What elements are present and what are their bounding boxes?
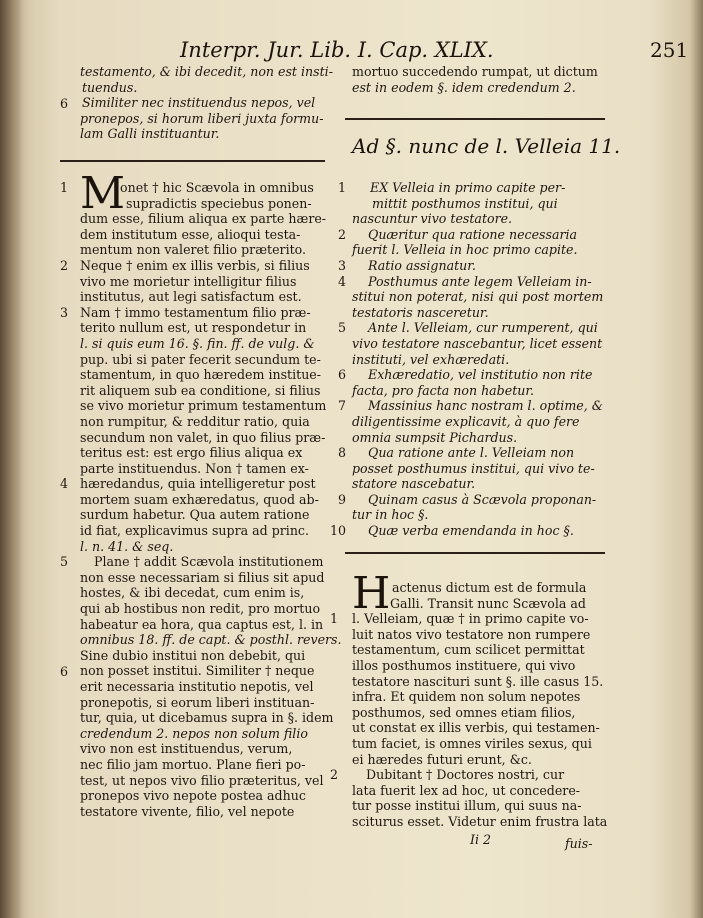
summary-line: Qua ratione ante l. Velleiam non <box>368 445 575 461</box>
margin-number: 1 <box>60 180 69 195</box>
summary-line: Quinam casus à Scævola proponan- <box>368 491 597 507</box>
text-line: surdum habetur. Qua autem ratione <box>80 507 310 523</box>
text-line: pup. ubi si pater fecerit secundum te- <box>80 351 321 367</box>
text-line: dum esse, filium aliqua ex parte hære- <box>80 211 327 227</box>
text-line: sciturus esset. Videtur enim frustra lata <box>352 813 608 829</box>
summary-number: 10 <box>330 523 347 539</box>
divider <box>60 160 325 162</box>
text-line: credendum 2. nepos non solum filio <box>80 725 308 741</box>
summary-line: nascuntur vivo testatore. <box>352 211 513 227</box>
summary-number: 5 <box>338 320 347 336</box>
summary-line: Posthumus ante legem Velleiam in- <box>368 273 592 289</box>
text-line: est in eodem §. idem credendum 2. <box>352 79 576 95</box>
text-line: hæredandus, quia intelligeretur post <box>80 476 316 492</box>
text-line: tuendus. <box>82 79 138 95</box>
text-line: actenus dictum est de formula <box>392 580 587 595</box>
text-line: Galli. Transit nunc Scævola ad <box>390 595 586 611</box>
summary-number: 2 <box>338 226 347 242</box>
text-line: lata fuerit lex ad hoc, ut concedere- <box>352 782 581 798</box>
text-line: non posset institui. Similiter † neque <box>80 663 315 679</box>
text-line: se vivo morietur primum testamentum <box>80 398 327 414</box>
text-line: l. n. 41. & seq. <box>80 538 174 554</box>
text-line: dem institutum esse, alioqui testa- <box>80 226 301 242</box>
text-line: pronepos, si horum liberi juxta formu- <box>80 110 324 126</box>
divider <box>345 552 605 554</box>
text-line: Neque † enim ex illis verbis, si filius <box>80 257 310 273</box>
text-line: Plane † addit Scævola institutionem <box>94 554 324 570</box>
text-line: erit necessaria institutio nepotis, vel <box>80 679 314 694</box>
text-line: id fiat, explicavimus supra ad princ. <box>80 523 309 539</box>
right-main-text <box>352 580 607 830</box>
text-line: terito nullum est, ut respondetur in <box>80 320 307 336</box>
text-line: nec filio jam mortuo. Plane fieri po- <box>80 756 306 772</box>
text-line: omnibus 18. ff. de capt. & posthl. revers. <box>80 632 342 648</box>
summary-line: vivo testatore nascebantur, licet essent <box>352 335 603 351</box>
page-gutter-shadow <box>0 0 22 918</box>
text-line: parte instituendus. Non † tamen ex- <box>80 460 309 476</box>
summary-number: 3 <box>338 258 347 273</box>
margin-number: 6 <box>60 663 69 679</box>
summary-line: statore nascebatur. <box>352 476 476 492</box>
margin-number: 1 <box>330 611 339 627</box>
text-line: testamento, & ibi decedit, non est insti- <box>80 64 333 79</box>
summary-line: testatoris nasceretur. <box>352 304 489 320</box>
text-line: onet † hic Scævola in omnibus <box>120 180 314 195</box>
drop-cap: M <box>80 168 126 219</box>
text-line: Sine dubio institui non debebit, qui <box>80 647 306 663</box>
text-line: ei hæredes futuri erunt, &c. <box>352 751 532 767</box>
margin-number: 3 <box>60 304 69 320</box>
text-line: non esse necessariam si filius sit apud <box>80 569 325 585</box>
summary-line: tur in hoc §. <box>352 507 429 523</box>
text-line: ut constat ex illis verbis, qui testamen- <box>352 720 600 736</box>
summary-line: Massinius hanc nostram l. optime, & <box>368 398 603 414</box>
text-line: tur, quia, ut dicebamus supra in §. idem <box>80 710 334 726</box>
text-line: test, ut nepos vivo filio præteritus, vel <box>80 772 324 788</box>
text-line: vivo me morietur intelligitur filius <box>80 273 297 289</box>
summary-line: Ratio assignatur. <box>368 257 476 273</box>
text-line: tum faciet, is omnes viriles sexus, qui <box>352 735 592 751</box>
summary-line: mittit posthumos institui, qui <box>372 195 558 211</box>
page-number: 251 <box>650 38 689 62</box>
text-line: l. Velleiam, quæ † in primo capite vo- <box>352 611 589 627</box>
text-line: Nam † immo testamentum filio præ- <box>80 304 311 320</box>
text-line: mentum non valeret filio præterito. <box>80 242 307 258</box>
right-top-text <box>352 64 598 95</box>
summary-line: Exhæredatio, vel institutio non rite <box>368 367 593 383</box>
text-line: posthumos, sed omnes etiam filios, <box>352 704 576 720</box>
summary-number: 8 <box>338 445 347 461</box>
signature-mark: Ii 2 <box>470 832 492 847</box>
text-line: Similiter nec instituendus nepos, vel <box>82 95 316 111</box>
text-line: testatore nascituri sunt §. ille casus 15. <box>352 673 604 689</box>
margin-number: 2 <box>60 258 69 273</box>
drop-cap: H <box>352 568 391 619</box>
text-line: luit natos vivo testatore non rumpere <box>352 626 591 642</box>
summary-line: posset posthumus institui, qui vivo te- <box>352 460 595 476</box>
margin-number: 5 <box>60 554 69 570</box>
text-line: mortuo succedendo rumpat, ut dictum <box>352 64 598 79</box>
margin-number: 4 <box>60 476 69 492</box>
text-line: hostes, & ibi decedat, cum enim is, <box>80 585 305 601</box>
summary-number: 1 <box>338 180 347 195</box>
text-line: testamentum, cum scilicet permittat <box>352 642 585 658</box>
summary-number: 9 <box>338 492 347 507</box>
text-line: secundum non valet, in quo filius præ- <box>80 429 326 445</box>
summary-line: instituti, vel exhæredati. <box>352 351 510 367</box>
left-top-text <box>80 64 333 142</box>
summary-line: diligentissime explicavit, à quo fere <box>352 413 580 429</box>
text-line: l. si quis eum 16. §. fin. ff. de vulg. & <box>80 335 315 351</box>
summary-line: Quæ verba emendanda in hoc §. <box>368 523 574 539</box>
text-line: institutus, aut legi satisfactum est. <box>80 289 302 305</box>
text-line: infra. Et quidem non solum nepotes <box>352 689 581 705</box>
summary-line: Quæritur qua ratione necessaria <box>368 226 578 242</box>
summary-number: 4 <box>338 273 347 289</box>
summary-line: stitui non poterat, nisi qui post mortem <box>352 289 604 305</box>
summary-line: facta, pro facta non habetur. <box>352 382 535 398</box>
text-line: stamentum, in quo hæredem institue- <box>80 367 322 383</box>
text-line: qui ab hostibus non redit, pro mortuo <box>80 601 321 617</box>
running-title: Interpr. Jur. Lib. I. Cap. XLIX. <box>180 38 494 62</box>
text-line: habeatur ea hora, qua captus est, l. in <box>80 616 324 632</box>
divider <box>345 118 605 120</box>
text-line: non rumpitur, & redditur ratio, quia <box>80 413 310 429</box>
text-line: Dubitant † Doctores nostri, cur <box>366 767 565 783</box>
text-line: illos posthumos instituere, qui vivo <box>352 657 576 673</box>
section-title: Ad §. nunc de l. Velleia 11. <box>352 134 621 158</box>
summary-list <box>352 180 603 539</box>
margin-number: 2 <box>330 767 339 783</box>
summary-line: Ante l. Velleiam, cur rumperent, qui <box>368 320 598 336</box>
text-line: mortem suam exhæredatus, quod ab- <box>80 491 319 507</box>
text-line: rit aliquem sub ea conditione, si filius <box>80 382 321 398</box>
text-line: pronepotis, si eorum liberi instituan- <box>80 694 315 710</box>
text-line: vivo non est instituendus, verum, <box>80 741 293 757</box>
summary-number: 7 <box>338 398 347 414</box>
summary-number: 6 <box>338 367 347 383</box>
summary-line: omnia sumpsit Pichardus. <box>352 429 518 445</box>
catchword: fuis- <box>565 836 593 851</box>
summary-line: EX Velleia in primo capite per- <box>370 180 566 195</box>
text-line: pronepos vivo nepote postea adhuc <box>80 788 306 804</box>
text-line: testatore vivente, filio, vel nepote <box>80 803 295 819</box>
text-line: lam Galli instituantur. <box>80 126 220 142</box>
margin-number: 6 <box>60 96 69 111</box>
text-line: supradictis speciebus ponen- <box>126 195 312 211</box>
summary-line: fuerit l. Velleia in hoc primo capite. <box>352 242 578 258</box>
text-line: teritus est: est ergo filius aliqua ex <box>80 445 303 461</box>
text-line: tur posse institui illum, qui suus na- <box>352 798 582 814</box>
left-main-text <box>80 180 342 819</box>
